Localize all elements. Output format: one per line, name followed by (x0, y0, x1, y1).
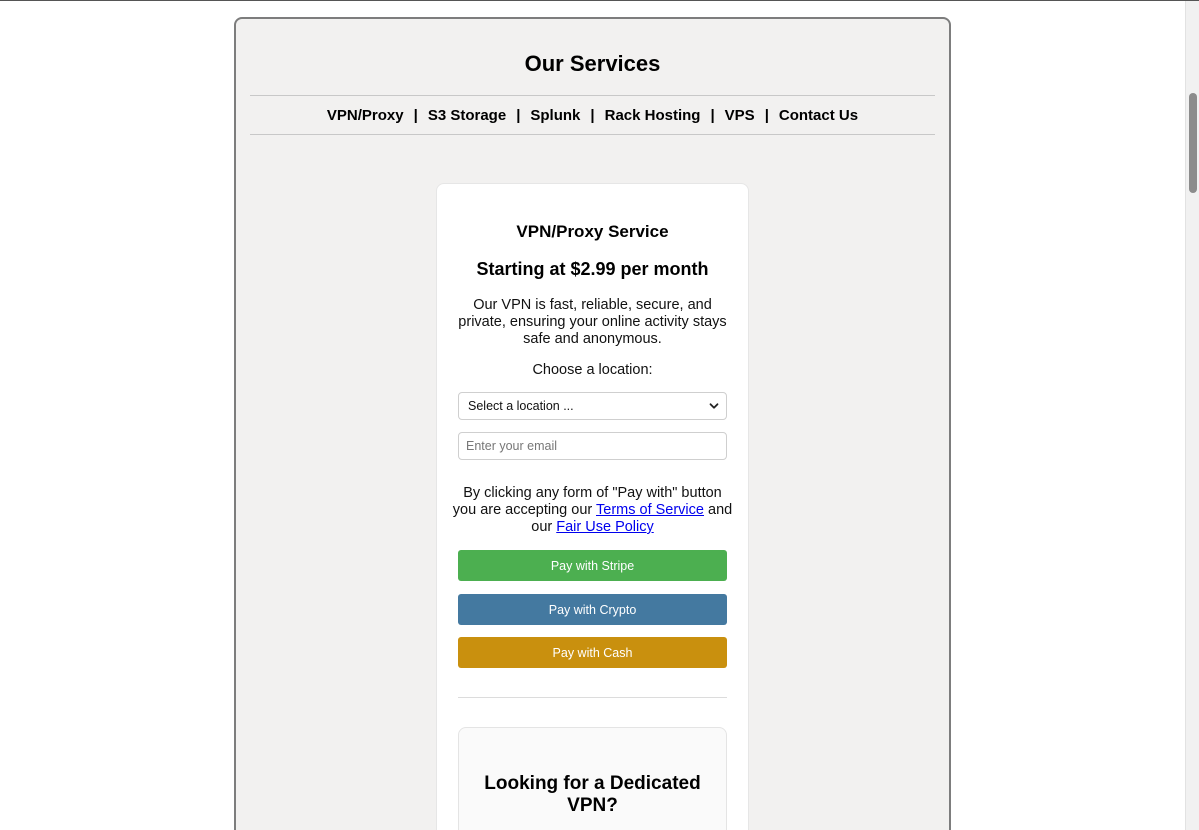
nav-item-contact-us[interactable]: Contact Us (778, 106, 859, 124)
vertical-scrollbar[interactable] (1185, 1, 1199, 830)
page (0, 1, 1185, 830)
pay-with-crypto-button[interactable]: Pay with Crypto (458, 594, 727, 625)
pay-with-cash-button[interactable]: Pay with Cash (458, 637, 727, 668)
choose-location-label: Choose a location: (532, 362, 653, 378)
services-nav (250, 95, 935, 135)
nav-item-rack-hosting[interactable]: Rack Hosting (604, 106, 701, 124)
chevron-down-icon (708, 400, 720, 412)
nav-item-vps[interactable]: VPS (724, 106, 755, 124)
dedicated-vpn-title: Looking for a Dedicated VPN? (484, 773, 701, 816)
pay-with-stripe-button[interactable]: Pay with Stripe (458, 550, 727, 581)
nav-separator: | (516, 106, 521, 124)
nav-separator: | (764, 106, 769, 124)
dedicated-vpn-card (458, 727, 727, 830)
section-divider (458, 697, 727, 698)
vpn-service-card (436, 183, 749, 830)
nav-item-splunk[interactable]: Splunk (530, 106, 581, 124)
nav-separator: | (590, 106, 595, 124)
fair-use-policy-link[interactable]: Fair Use Policy (556, 519, 654, 535)
nav-separator: | (710, 106, 715, 124)
terms-text-middle: and our (531, 502, 733, 535)
nav-separator: | (413, 106, 418, 124)
price-label: Starting at $2.99 per month (476, 259, 709, 279)
location-select[interactable] (458, 392, 727, 420)
terms-text-before: By clicking any form of "Pay with" button you are accepting our (452, 485, 722, 518)
nav-item-s3-storage[interactable]: S3 Storage (427, 106, 507, 124)
terms-notice (451, 485, 734, 536)
page-title: Our Services (524, 51, 661, 76)
location-select-value: Select a location ... (468, 399, 574, 413)
terms-of-service-link[interactable]: Terms of Service (596, 502, 704, 518)
service-description: Our VPN is fast, reliable, secure, and private, ensuring your online activity stays safe and anonymous. (458, 297, 727, 347)
email-field[interactable] (458, 432, 727, 460)
scrollbar-thumb[interactable] (1189, 93, 1197, 193)
services-container (234, 17, 951, 830)
card-title: VPN/Proxy Service (516, 222, 669, 241)
nav-item-vpn-proxy[interactable]: VPN/Proxy (326, 106, 404, 124)
